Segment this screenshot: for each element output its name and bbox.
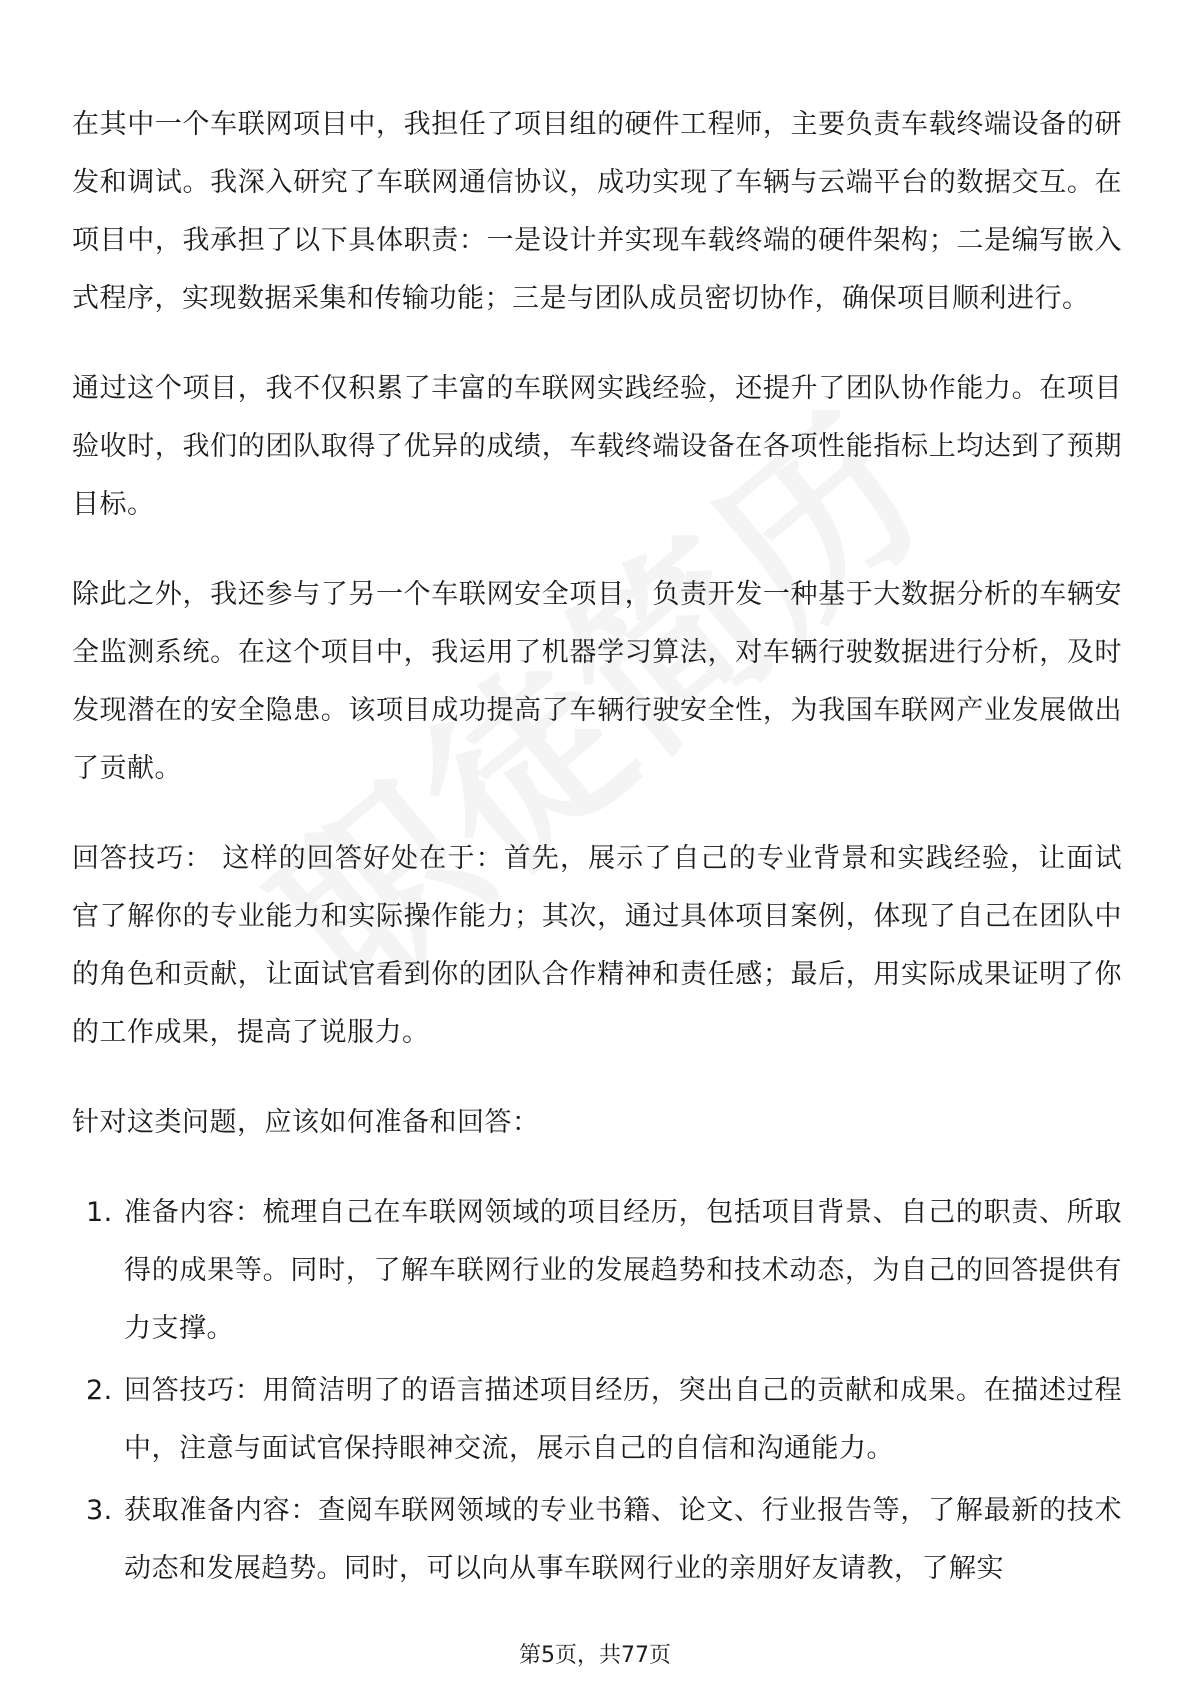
- paragraph-2: 通过这个项目，我不仅积累了丰富的车联网实践经验，还提升了团队协作能力。在项目验收时，我们的团队取得了优异的成绩，车载终端设备在各项性能指标上均达到了预期目标。: [72, 373, 1122, 520]
- preparation-list: [72, 1184, 1122, 1598]
- list-item-number: 2.: [86, 1375, 113, 1406]
- list-item-number: 3.: [86, 1495, 113, 1526]
- answer-tips-paragraph: 回答技巧： 这样的回答好处在于：首先，展示了自己的专业背景和实践经验，让面试官了解你的专业能力和实际操作能力；其次，通过具体项目案例，体现了自己在团队中的角色和贡献，让面试官看到你的团队合作精神和责任感；最后，用实际成果证明了你的工作成果，提高了说服力。: [72, 843, 1122, 1048]
- paragraph-3: 除此之外，我还参与了另一个车联网安全项目，负责开发一种基于大数据分析的车辆安全监测系统。在这个项目中，我运用了机器学习算法，对车辆行驶数据进行分析，及时发现潜在的安全隐患。该项目成功提高了车辆行驶安全性，为我国车联网产业发展做出了贡献。: [72, 579, 1122, 784]
- document-body: [72, 96, 1122, 1602]
- list-item: [72, 1362, 1122, 1478]
- list-item: [72, 1482, 1122, 1598]
- list-item-text: 准备内容：梳理自己在车联网领域的项目经历，包括项目背景、自己的职责、所取得的成果等。同时，了解车联网行业的发展趋势和技术动态，为自己的回答提供有力支撑。: [124, 1197, 1122, 1344]
- list-item-number: 1.: [86, 1197, 113, 1228]
- list-item-text: 获取准备内容：查阅车联网领域的专业书籍、论文、行业报告等，了解最新的技术动态和发展趋势。同时，可以向从事车联网行业的亲朋好友请教，了解实: [124, 1495, 1122, 1584]
- list-item: [72, 1184, 1122, 1358]
- page-number: 第5页，共77页: [519, 1643, 671, 1668]
- list-item-text: 回答技巧：用简洁明了的语言描述项目经历，突出自己的贡献和成果。在描述过程中，注意与面试官保持眼神交流，展示自己的自信和沟通能力。: [124, 1375, 1122, 1464]
- paragraph-1: 在其中一个车联网项目中，我担任了项目组的硬件工程师，主要负责车载终端设备的研发和调试。我深入研究了车联网通信协议，成功实现了车辆与云端平台的数据交互。在项目中，我承担了以下具体职责：一是设计并实现车载终端的硬件架构；二是编写嵌入式程序，实现数据采集和传输功能；三是与团队成员密切协作，确保项目顺利进行。: [72, 109, 1122, 314]
- preparation-heading: 针对这类问题，应该如何准备和回答：: [72, 1107, 540, 1138]
